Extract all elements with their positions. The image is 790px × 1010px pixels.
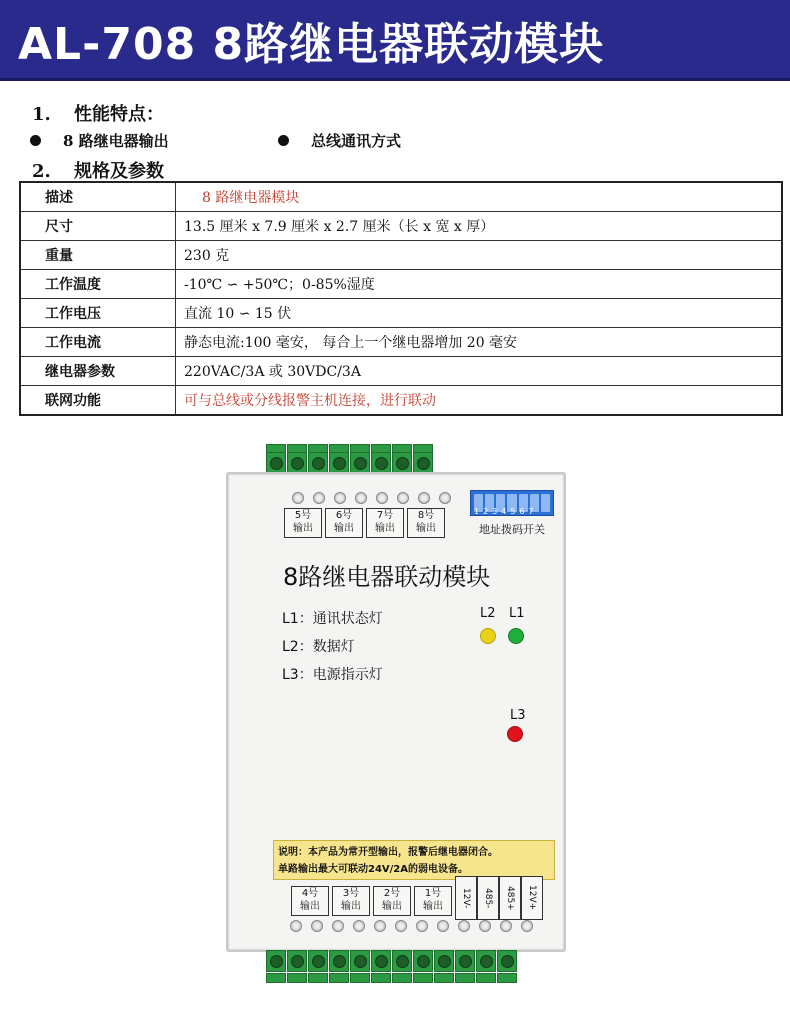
output-7-label: 7号 输出 <box>366 508 404 538</box>
output-4-label: 4号 输出 <box>291 886 329 916</box>
spec-key: 描述 <box>20 182 176 212</box>
spec-value: 220VAC/3A 或 30VDC/3A <box>176 357 783 386</box>
bottom-screw-row <box>290 920 542 932</box>
output-5-label: 5号 输出 <box>284 508 322 538</box>
section-1-title: 性能特点： <box>74 104 164 125</box>
spec-value: 直流 10 ∽ 15 伏 <box>176 299 783 328</box>
output-6-label: 6号 输出 <box>325 508 363 538</box>
legend-l3: L3：电源指示灯 <box>282 667 383 683</box>
header-banner <box>0 0 790 78</box>
led-l1-label: L1 <box>509 606 525 621</box>
spec-key: 尺寸 <box>20 212 176 241</box>
table-row <box>20 328 782 357</box>
bullet-icon <box>30 135 41 146</box>
power-label-485-minus: 485- <box>477 876 499 920</box>
section-2-heading <box>32 157 164 183</box>
table-row <box>20 182 782 212</box>
section-2-number: 2. <box>32 161 51 182</box>
spec-table <box>19 181 783 416</box>
led-l2-label: L2 <box>480 606 496 621</box>
led-l3-icon <box>507 726 523 742</box>
power-label-12v-plus: 12V+ <box>521 876 543 920</box>
spec-value: -10℃ ∽ +50℃；0-85%湿度 <box>176 270 783 299</box>
table-row <box>20 212 782 241</box>
output-1-label: 1号 输出 <box>414 886 452 916</box>
feature-item <box>30 130 169 151</box>
led-l3-label: L3 <box>510 708 526 723</box>
top-screw-row <box>292 492 460 504</box>
spec-key: 工作电压 <box>20 299 176 328</box>
spec-key: 重量 <box>20 241 176 270</box>
led-l1-icon <box>508 628 524 644</box>
spec-key: 工作温度 <box>20 270 176 299</box>
spec-key: 工作电流 <box>20 328 176 357</box>
dip-switch-label: 地址拨码开关 <box>479 523 545 536</box>
device-title: 8路继电器联动模块 <box>283 563 491 591</box>
bottom-terminal-fins <box>266 973 518 983</box>
section-1-heading <box>32 100 164 126</box>
notice-line-2: 单路输出最大可联动24V/2A的弱电设备。 <box>278 864 469 875</box>
section-2-title: 规格及参数 <box>74 161 164 182</box>
spec-value: 可与总线或分线报警主机连接，进行联动 <box>176 386 783 416</box>
spec-value: 13.5 厘米 x 7.9 厘米 x 2.7 厘米（长 x 宽 x 厚） <box>176 212 783 241</box>
power-label-12v-minus: 12V- <box>455 876 477 920</box>
legend-l1: L1：通讯状态灯 <box>282 611 383 627</box>
spec-value: 8 路继电器模块 <box>176 182 783 212</box>
feature-item <box>278 130 401 151</box>
power-label-485-plus: 485+ <box>499 876 521 920</box>
spec-value: 230 克 <box>176 241 783 270</box>
notice-label <box>273 840 555 880</box>
bottom-terminal-block <box>266 950 518 972</box>
legend-l2: L2：数据灯 <box>282 639 355 655</box>
led-l2-icon <box>480 628 496 644</box>
spec-key: 联网功能 <box>20 386 176 416</box>
table-row <box>20 270 782 299</box>
table-row <box>20 386 782 416</box>
table-row <box>20 357 782 386</box>
table-row <box>20 299 782 328</box>
spec-key: 继电器参数 <box>20 357 176 386</box>
section-1-number: 1. <box>32 104 51 125</box>
page-title: AL-708 8路继电器联动模块 <box>18 19 605 70</box>
bullet-icon <box>278 135 289 146</box>
header-divider <box>0 78 790 81</box>
notice-line-1: 说明：本产品为常开型输出，报警后继电器闭合。 <box>278 847 498 858</box>
output-8-label: 8号 输出 <box>407 508 445 538</box>
spec-value: 静态电流:100 毫安， 每合上一个继电器增加 20 毫安 <box>176 328 783 357</box>
feature-text: 总线通讯方式 <box>311 132 402 150</box>
output-2-label: 2号 输出 <box>373 886 411 916</box>
top-terminal-block <box>266 452 434 474</box>
dip-switch-numbers: 1234567 <box>474 507 538 516</box>
output-3-label: 3号 输出 <box>332 886 370 916</box>
feature-text: 8 路继电器输出 <box>63 132 169 150</box>
table-row <box>20 241 782 270</box>
